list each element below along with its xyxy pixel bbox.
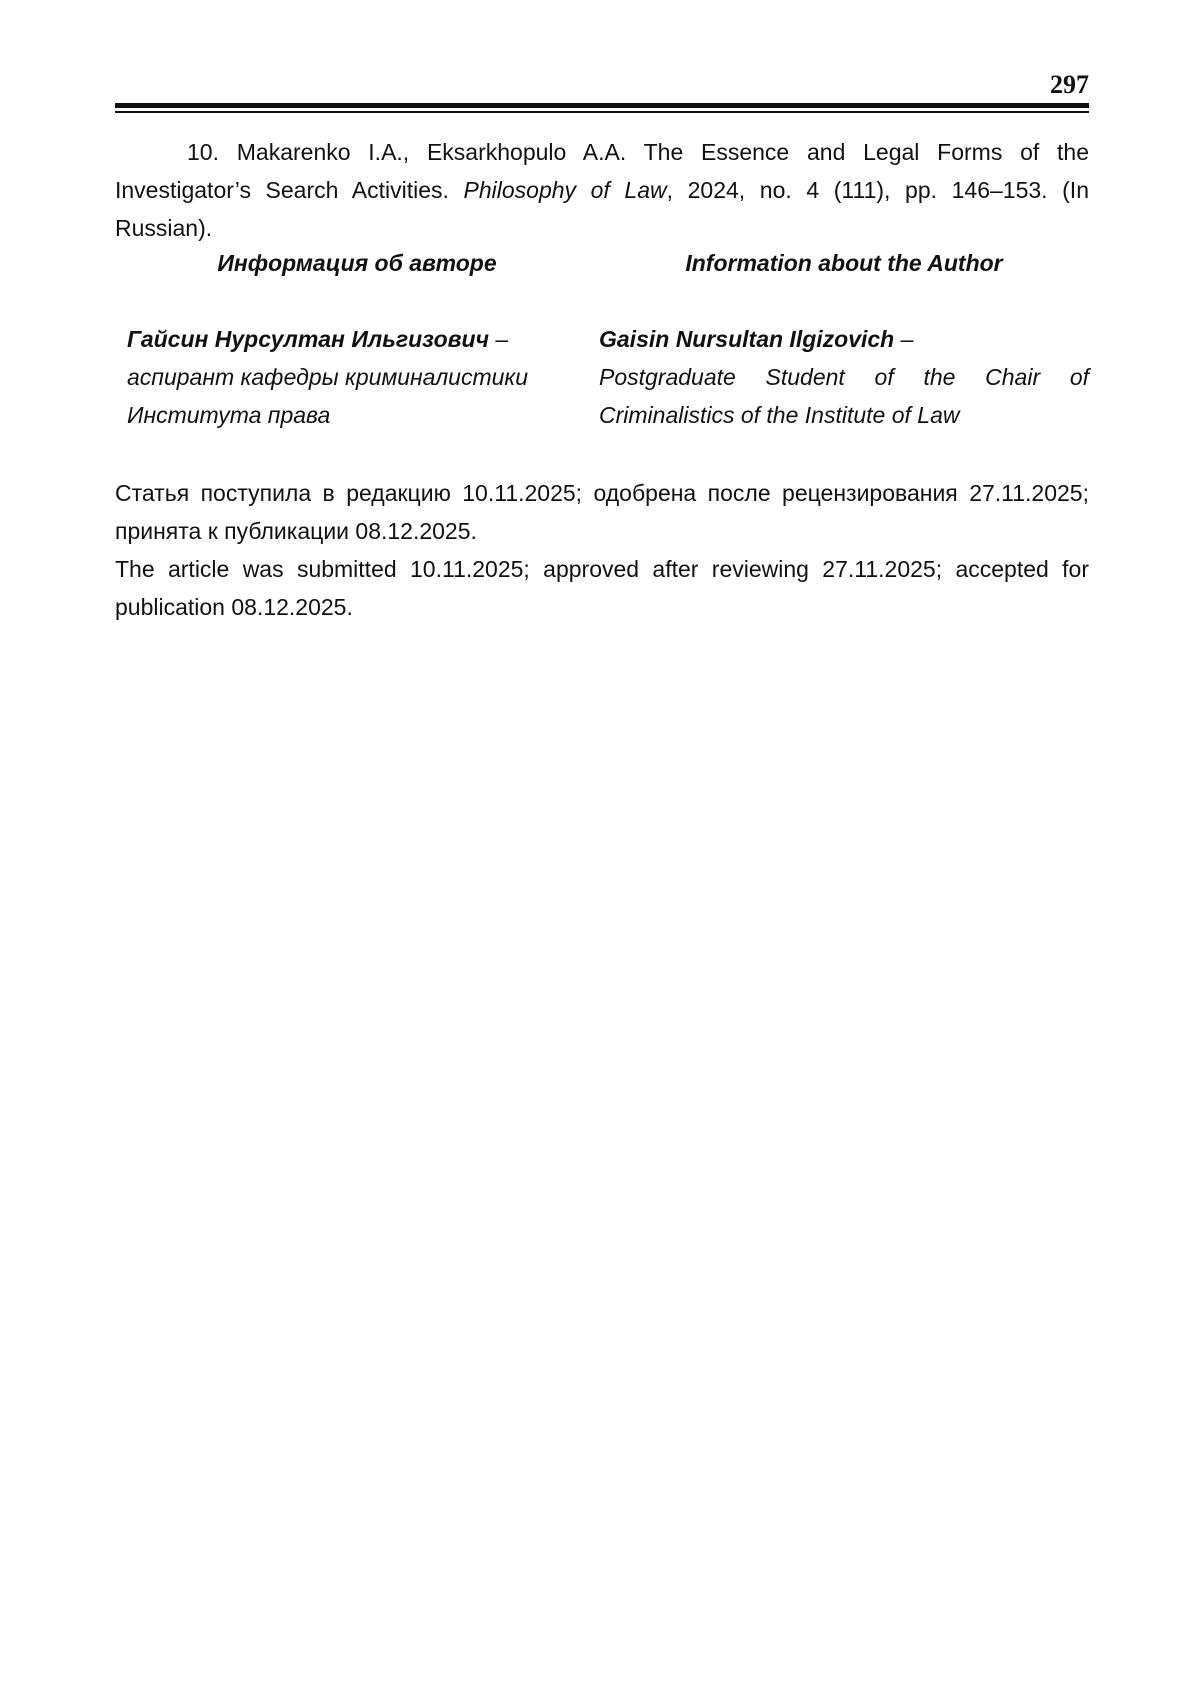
article-history — [115, 474, 1089, 626]
author-name-ru: Гайсин Нурсултан Ильгизович — [127, 326, 490, 352]
article-history-en: The article was submitted 10.11.2025; approved after reviewing 27.11.2025; accepted for publication 08.12.2025. — [115, 556, 1089, 620]
reference-authors-title: Makarenko I.A., Eksarkhopulo A.A. The Essence and Legal Forms of the Investigator’s Search Activities. — [115, 139, 1089, 203]
reference-entry — [115, 133, 1089, 247]
author-position-ru: аспирант кафедры криминалистики Института права — [127, 364, 529, 428]
author-entry-en — [599, 320, 1089, 434]
header-rule-thin — [115, 111, 1089, 113]
reference-details: , 2024, no. 4 (111), pp. 146–153. (In Russian). — [115, 177, 1089, 241]
header-rule-thick — [115, 103, 1089, 108]
author-info-section — [115, 244, 1089, 434]
author-heading-en: Information about the Author — [685, 250, 1003, 276]
author-position-en: Postgraduate Student of the Chair of Criminalistics of the Institute of Law — [599, 364, 1089, 428]
author-dash-ru: – — [489, 326, 509, 352]
author-name-en: Gaisin Nursultan Ilgizovich — [599, 326, 895, 352]
reference-number: 10. — [187, 139, 219, 165]
author-entry-ru — [115, 320, 599, 434]
author-heading-ru: Информация об авторе — [217, 250, 497, 276]
reference-journal: Philosophy of Law — [463, 177, 667, 203]
author-info-ru — [115, 244, 599, 434]
page-number: 297 — [1050, 70, 1089, 99]
author-dash-en: – — [894, 326, 914, 352]
author-info-en — [599, 244, 1089, 434]
article-history-ru: Статья поступила в редакцию 10.11.2025; одобрена после рецензирования 27.11.2025; принята к публикации 08.12.2025. — [115, 480, 1089, 544]
